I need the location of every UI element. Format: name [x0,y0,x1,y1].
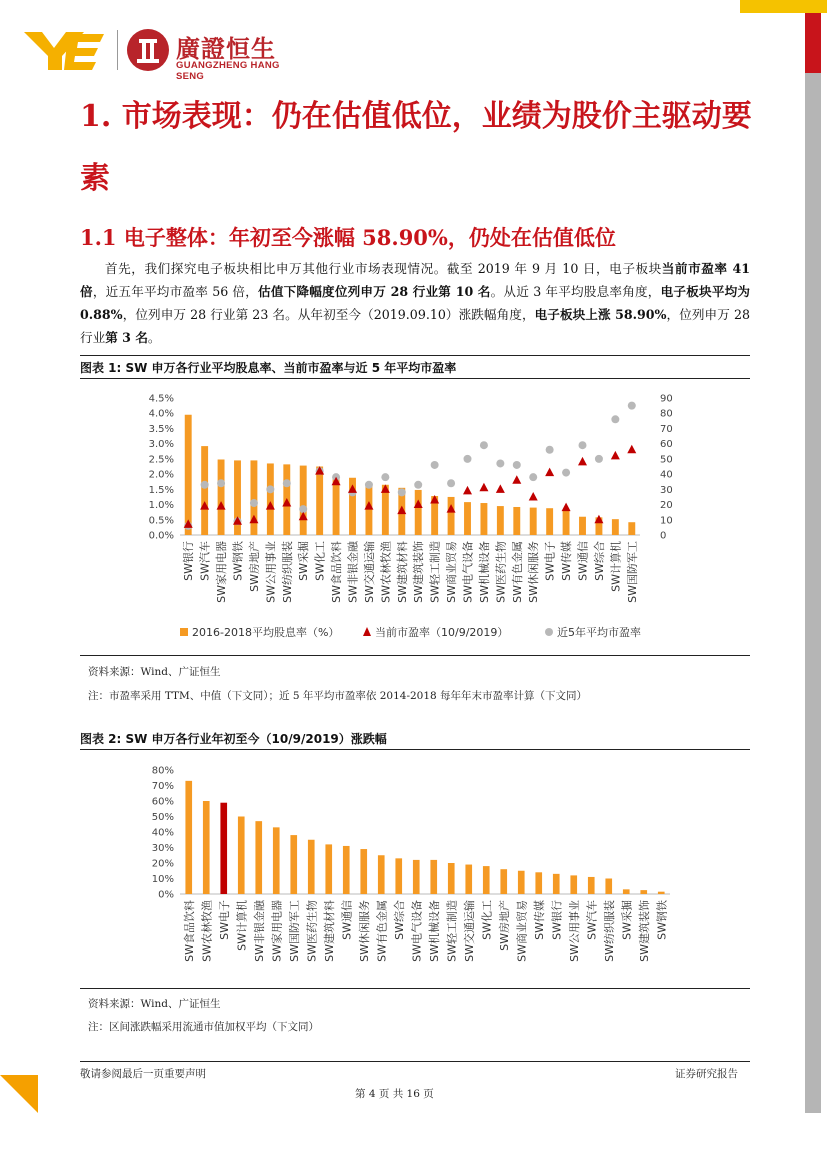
dividend-bar [579,517,586,535]
footer-corner-triangle-icon [0,1075,40,1115]
avg5y-pe-dot [513,461,521,469]
legend-swatch-avg-pe [545,628,553,636]
dividend-bar [448,497,455,535]
y-tick-label: 20% [151,858,174,870]
x-tick-label: SW纺织服装 [602,900,616,962]
ytd-change-bar [500,869,507,894]
avg5y-pe-dot [447,479,455,487]
company-name-cn: 廣證恒生 [176,35,276,63]
y-tick-label: 10% [151,874,174,885]
current-pe-triangle [512,475,521,484]
x-tick-label: SW食品饮料 [330,541,344,603]
ytd-change-bar [395,858,402,894]
y-left-tick-label: 2.5% [148,454,174,466]
avg5y-pe-dot [201,481,209,489]
ytd-change-bar [640,890,647,894]
avg5y-pe-dot [611,415,619,423]
figure2-title: 图表 2: SW 申万各行业年初至今（10/9/2019）涨跌幅 [80,732,387,746]
x-tick-label: SW钢铁 [655,900,669,940]
y-left-tick-label: 2.0% [148,469,174,481]
y-left-tick-label: 4.5% [148,393,174,405]
y-tick-label: 0% [158,889,174,901]
y-left-tick-label: 3.0% [148,439,174,451]
avg5y-pe-dot [496,459,504,467]
seal-logo-icon [126,28,170,72]
dividend-bar [300,466,307,535]
y-right-tick-label: 70 [660,423,673,435]
figure2-bottom-rule [80,988,750,989]
ytd-change-bar [360,849,367,894]
y-tick-label: 70% [151,781,174,792]
x-tick-label: SW家用电器 [215,541,229,603]
x-tick-label: SW房地产 [247,541,261,592]
para-text-6: 。 [147,330,161,345]
x-tick-label: SW医药生物 [305,900,319,962]
avg5y-pe-dot [480,441,488,449]
ytd-change-bar [413,860,420,894]
chart2-ytd-change [80,752,750,984]
ytd-change-bar [238,817,245,895]
x-tick-label: SW综合 [392,900,406,940]
x-tick-label: SW休闲服务 [527,541,541,603]
x-tick-label: SW农林牧渔 [200,900,214,962]
x-tick-label: SW交通运输 [462,900,476,962]
para-bold-pe: 当前市盈率 41 倍 [80,261,750,299]
figure1-title: 图表 1: SW 申万各行业平均股息率、当前市盈率与近 5 年平均市盈率 [80,361,457,375]
ytd-change-bar [448,863,455,894]
legend-swatch-current-pe [363,627,371,636]
dividend-bar [218,459,225,535]
para-text-4: ，位列申万 28 行业第 23 名。从年初至今（2019.09.10）涨跌幅角度， [122,307,535,322]
ytd-change-bar [325,844,332,894]
y-left-tick-label: 0.0% [148,530,174,542]
y-tick-label: 50% [151,812,174,823]
current-pe-triangle [611,451,620,460]
ytd-change-bar [465,865,472,894]
avg5y-pe-dot [464,455,472,463]
x-tick-label: SW交通运输 [362,541,376,603]
dividend-bar [267,463,274,535]
chart1-dividend-pe [80,380,750,650]
footer-report-type: 证券研究报告 [675,1068,738,1080]
avg5y-pe-dot [579,441,587,449]
avg5y-pe-dot [250,499,258,507]
figure1-title-rule [80,378,750,379]
avg5y-pe-dot [595,455,603,463]
avg5y-pe-dot [414,481,422,489]
x-tick-label: SW电子 [217,900,231,940]
avg5y-pe-dot [266,485,274,493]
intro-paragraph [80,257,750,349]
x-tick-label: SW食品饮料 [182,900,196,962]
x-tick-label: SW汽车 [585,900,599,940]
figure1-source: 资料来源：Wind、广证恒生 [88,666,221,678]
y-right-tick-label: 0 [660,530,667,542]
x-tick-label: SW银行 [182,541,196,581]
header-bar-right [740,0,827,13]
section-1-1-title: 1.1 电子整体：年初至今涨幅 58.90%，仍处在估值低位 [80,225,616,250]
ytd-change-bar [220,803,227,894]
x-tick-label: SW农林牧渔 [379,541,393,603]
x-tick-label: SW非银金融 [346,541,360,603]
x-tick-label: SW轻工制造 [445,900,459,962]
para-bold-gain: 电子板块上涨 58.90% [534,307,667,322]
avg5y-pe-dot [217,479,225,487]
dividend-bar [628,522,635,535]
legend-label-avg-pe: 近5年平均市盈率 [557,626,641,639]
dividend-bar [480,503,487,535]
dividend-bar [333,477,340,535]
section-1-title-line1: 1. 市场表现：仍在估值低位，业绩为股价主驱动要 [80,99,752,134]
y-tick-label: 40% [151,827,174,839]
figure1-note: 注：市盈率采用 TTM、中值（下文同）；近 5 年平均市盈率依 2014-2018 每年年末市盈率计算（下文同） [88,690,588,702]
footer-rule [80,1061,750,1062]
footer-page-number: 第 4 页 共 16 页 [355,1088,434,1100]
x-tick-label: SW化工 [480,900,494,940]
x-tick-label: SW公用事业 [567,900,581,962]
ytd-change-bar [378,855,385,894]
company-name-en: GUANGZHENG HANG SENG [176,60,280,82]
x-tick-label: SW公用事业 [264,541,278,603]
legend-label-current-pe: 当前市盈率（10/9/2019） [375,626,509,639]
x-tick-label: SW传媒 [560,541,574,581]
x-tick-label: SW有色金属 [510,541,524,603]
x-tick-label: SW非银金融 [252,900,266,962]
ytd-change-bar [430,860,437,894]
y-right-tick-label: 50 [660,454,673,466]
ytd-change-bar [483,866,490,894]
x-tick-label: SW通信 [576,541,590,581]
avg5y-pe-dot [398,488,406,496]
y-left-tick-label: 3.5% [148,423,174,435]
ytd-change-bar [255,821,262,894]
y-tick-label: 80% [151,765,174,777]
y-right-tick-label: 10 [660,515,673,527]
y-right-tick-label: 80 [660,408,673,420]
avg5y-pe-dot [381,473,389,481]
logo-divider [117,30,118,70]
current-pe-triangle [496,484,505,493]
avg5y-pe-dot [365,481,373,489]
ytd-change-bar [623,889,630,894]
y-tick-label: 30% [151,843,174,854]
x-tick-label: SW银行 [550,900,564,940]
dividend-bar [530,508,537,535]
para-bold-rank: 估值下降幅度位列申万 28 行业第 10 名 [258,284,491,299]
figure2-source: 资料来源：Wind、广证恒生 [88,998,221,1010]
para-text-2: ，近五年平均市盈率 56 倍， [92,284,259,299]
dividend-bar [250,460,257,535]
ytd-change-bar [308,840,315,894]
ytd-change-bar [290,835,297,894]
header-right-red-stripe [805,13,821,73]
dividend-bar [612,519,619,535]
ytd-change-bar [605,879,612,895]
dividend-bar [546,508,553,535]
x-tick-label: SW商业贸易 [515,900,529,962]
current-pe-triangle [463,486,472,495]
current-pe-triangle [529,492,538,501]
legend-label-dividend: 2016-2018平均股息率（%） [192,626,340,639]
x-tick-label: SW通信 [340,900,354,940]
x-tick-label: SW化工 [313,541,327,581]
ytd-change-bar [535,872,542,894]
y-right-tick-label: 40 [660,469,673,481]
x-tick-label: SW机械设备 [477,541,491,603]
x-tick-label: SW机械设备 [427,900,441,962]
dividend-bar [201,446,208,535]
section-1-title-line2: 素 [80,161,110,196]
y-right-tick-label: 90 [660,393,673,405]
para-text-3: 。从近 3 年平均股息率角度， [490,284,661,299]
figure1-top-rule [80,355,750,356]
x-tick-label: SW建筑装饰 [412,541,426,603]
ytd-change-bar [588,877,595,894]
x-tick-label: SW电气设备 [410,900,424,962]
company-logo [20,26,290,82]
y-left-tick-label: 4.0% [148,408,174,420]
avg5y-pe-dot [529,473,537,481]
y-right-tick-label: 30 [660,484,673,496]
x-tick-label: SW计算机 [235,900,249,951]
para-text-1: 首先，我们探究电子板块相比申万其他行业市场表现情况。截至 2019 年 9 月 10 日，电子板块 [105,261,662,276]
avg5y-pe-dot [562,469,570,477]
avg5y-pe-dot [431,461,439,469]
x-tick-label: SW建筑材料 [395,541,409,603]
x-tick-label: SW钢铁 [231,541,245,581]
x-tick-label: SW建筑装饰 [637,900,651,962]
ytd-change-bar [553,874,560,894]
avg5y-pe-dot [628,402,636,410]
footer-disclaimer: 敬请参阅最后一页重要声明 [80,1068,206,1080]
y-left-tick-label: 1.5% [148,484,174,496]
dividend-bar [464,502,471,535]
x-tick-label: SW有色金属 [375,900,389,962]
x-tick-label: SW传媒 [532,900,546,940]
x-tick-label: SW国防军工 [625,541,639,603]
avg5y-pe-dot [546,446,554,454]
para-text-5: ，位列申万 28 行业 [80,307,750,345]
x-tick-label: SW家用电器 [270,900,284,962]
avg5y-pe-dot [283,479,291,487]
x-tick-label: SW采掘 [297,541,311,581]
y-left-tick-label: 1.0% [148,500,174,512]
ytd-change-bar [658,892,665,894]
right-gray-stripe [805,73,821,1113]
ytd-change-bar [203,801,210,894]
x-tick-label: SW医药生物 [494,541,508,603]
x-tick-label: SW采掘 [620,900,634,940]
ytd-change-bar [518,871,525,894]
x-tick-label: SW电气设备 [461,541,475,603]
x-tick-label: SW计算机 [609,541,623,592]
dividend-bar [415,490,422,535]
current-pe-triangle [545,468,554,477]
current-pe-triangle [578,457,587,466]
y-right-tick-label: 20 [660,500,673,512]
figure2-note: 注：区间涨跌幅采用流通市值加权平均（下文同） [88,1021,319,1033]
x-tick-label: SW综合 [592,541,606,581]
ytd-change-bar [570,875,577,894]
ytd-change-bar [185,781,192,894]
x-tick-label: SW纺织服装 [280,541,294,603]
ye-logo-icon [20,26,110,74]
x-tick-label: SW建筑材料 [322,900,336,962]
dividend-bar [497,506,504,535]
dividend-bar [563,509,570,535]
ytd-change-bar [273,827,280,894]
y-left-tick-label: 0.5% [148,515,174,527]
current-pe-triangle [627,445,636,454]
y-tick-label: 60% [151,796,174,808]
dividend-bar [185,415,192,535]
current-pe-triangle [562,503,571,512]
para-bold-3rd: 第 3 名 [105,330,148,345]
current-pe-triangle [479,483,488,492]
dividend-bar [316,467,323,536]
ytd-change-bar [343,846,350,894]
figure2-title-rule [80,749,750,750]
figure1-bottom-rule [80,655,750,656]
x-tick-label: SW休闲服务 [357,900,371,962]
x-tick-label: SW轻工制造 [428,541,442,603]
dividend-bar [513,507,520,535]
x-tick-label: SW汽车 [198,541,212,581]
x-tick-label: SW商业贸易 [445,541,459,603]
y-right-tick-label: 60 [660,439,673,451]
x-tick-label: SW国防军工 [287,900,301,962]
x-tick-label: SW电子 [543,541,557,581]
legend-swatch-dividend [180,628,188,636]
para-bold-dividend: 电子板块平均为 0.88% [80,284,751,322]
x-tick-label: SW房地产 [497,900,511,951]
